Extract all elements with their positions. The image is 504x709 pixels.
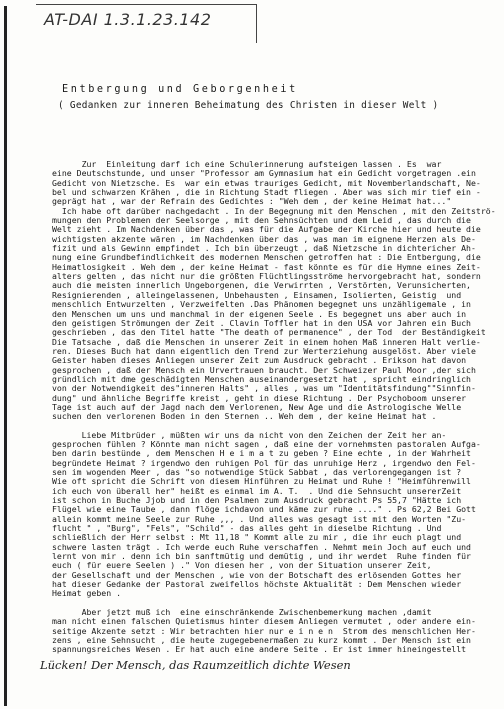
text-line: Ich habe oft darüber nachgedacht . In der Begegnung mit den Menschen , mit den Zeitströ- [52, 206, 496, 216]
text-line: allein kommt meine Seele zur Ruhe ,,, . Und alles was gesagt ist mit den Worten "Zu- [52, 514, 467, 524]
text-line: den geistigen Strömungen der Zeit . Clavin Toffler hat in den USA vor Jahren ein Buch [52, 318, 471, 328]
text-line: den Menschen um uns und manchmal in der eigenen Seele . Es begegnet uns aber auch in [52, 309, 467, 319]
text-line: flucht " , "Burg", "Fels", "Schild" - das alles geht in dieselbe Richtung . Und [52, 524, 442, 534]
text-line: eine Deutschstunde, und unser "Professor am Gymnasium hat ein Gedicht vorgetragen .ein [52, 169, 476, 179]
text-line: begründete Heimat ? irgendwo den ruhigen Pol für das unruhige Herz , irgendwo den Fel- [52, 458, 476, 468]
text-line: der Gesellschaft und der Menschen , wie von der Botschaft des erlösenden Gottes her [52, 570, 462, 580]
text-line: Heimatlosigkeit . Weh dem , der keine Heimat - fast könnte es für die Hymne eines Zeit- [52, 262, 481, 272]
text-line: auch die meisten innerlich Ungeborgenen, die Verwirrten , Verstörten, Verunsicherten, [52, 281, 471, 291]
paragraph-2 [52, 431, 498, 599]
text-line: schwere lasten trägt . Ich werde euch Ruhe verschaffen . Nehmt mein Joch auf euch und [52, 542, 471, 552]
text-line: geschrieben , das den Titel hatte "The death of permanence" , der Tod der Beständigkeit [52, 328, 486, 338]
text-line: bel und schwarzen Krähen , die in Richtung Stadt fliegen . Aber was sich mir tief ein - [52, 188, 481, 198]
text-line: alters gelten , das nicht nur die größten Flüchtlingsströme hervorgebracht hat, sondern [52, 272, 481, 282]
archive-stamp: AT-DAI 1.3.1.23.142 [44, 10, 212, 29]
text-line: ich euch von überall her" heißt es einmal im A. T. . Und die Sehnsucht unsererZeit [52, 486, 462, 496]
text-line: nung eine Grundbefindlichkeit des modernen Menschen getroffen hat : Die Entbergung, die [52, 253, 481, 263]
paragraph-1 [52, 160, 498, 422]
text-line: wichtigsten akzente wären , im Nachdenken über das , was man im eignene Herzen als De- [52, 234, 476, 244]
text-line: menschlich Entwurzelten , Verzweifelten .Das Phänomen begegnet uns unzähligemale , in [52, 300, 471, 310]
binder-edge [4, 6, 7, 706]
text-line: sen im wogenden Meer , das "so notwendige Stück Sabbat , das verlorengegangen ist ? [52, 468, 462, 477]
text-line: Wie oft spricht die Schrift von diesem Hinführen zu Heimat und Ruhe ! "Heimführenwill [52, 477, 471, 487]
text-line: suchen den verlorenen Boden in den Sternen .. Weh dem , der keine Heimat hat . [52, 412, 437, 422]
text-line: Resignierenden , alleingelassenen, Unbehausten , Einsamen, Isolierten, Geistig und [52, 290, 462, 300]
text-line: Die Tatsache , daß die Menschen in unserer Zeit in einem hohen Maß inneren Halt verlie- [52, 337, 481, 347]
text-line: Heimat geben . [52, 589, 122, 599]
text-line: Tage ist auch auf der Jagd nach dem Verlorenen, New Age und die Astrologische Welle [52, 402, 462, 412]
text-line: seitige Akzente setzt : Wir betrachten hier nur e i n e n Strom des menschlichen Her- [52, 626, 476, 636]
text-line: gesprochen , daß der Mensch ein Urvertrauen braucht. Der Schweizer Paul Moor ,der sich [52, 365, 476, 375]
text-line: Flügel wie eine Taube , dann flöge ichdavon und käme zur ruhe ...." . Ps 62,2 Bei Gott [52, 505, 476, 515]
text-line: man nicht einen falschen Quietismus hinter diesem Anliegen vermutet , oder andere ein- [52, 617, 476, 627]
text-line: fizit und als Gewinn empfindet . Ich bin überzeugt , daß Nietzsche in dichtericher Ah- [52, 244, 476, 254]
text-line: ist schon in Buche Jjob und in den Psalmen zum Ausdruck gebracht Ps 55,7 "Hätte ich [52, 496, 462, 506]
text-line: von der Notwendigkeit des"inneren Halts" , alles , was um "Identitätsfindung""Sinnfin- [52, 384, 476, 394]
text-line: lernt von mir . denn ich bin sanftmütig und demütig , und ihr werdet Ruhe finden für [52, 552, 471, 562]
text-line: Welt zieht . Im Nachdenken über das , was für die Aufgabe der Kirche hier und heute die [52, 225, 481, 235]
document-subtitle: ( Gedanken zur inneren Beheimatung des Christen in dieser Welt ) [58, 100, 439, 111]
text-line: ben darin bestünde , dem Menschen H e i m a t zu geben ? Eine echte , in der Wahrheit [52, 449, 471, 459]
text-line: gründlich mit dme geschädigten Menschen auseinandergesetzt hat , spricht eindringlich [52, 374, 471, 384]
paragraph-3 [52, 608, 498, 655]
text-line: mungen den Problemen der Seelsorge , mit den Sehnsüchten und dem Leid , das durch die [52, 216, 471, 226]
text-line: ren. Dieses Buch hat dann eigentlich den Trend zur Werterziehung ausgelöst. Aber viele [52, 346, 476, 356]
text-line: Gedicht von Nietzsche. Es war ein etwas trauriges Gedicht, mit Novemberlandschaft, Ne- [52, 178, 481, 188]
text-line: Geister haben dieses Anliegen unserer Zeit zum Ausdruck gebracht . Erikson hat davon [52, 356, 467, 366]
document-body [52, 160, 498, 655]
text-line: gesprochen fühlen ? Könnte man nicht sagen , daß eine der vornehmsten pastoralen Aufga- [52, 439, 481, 449]
document-title: Entbergung und Geborgenheit [62, 84, 298, 95]
text-line: dung" und ähnliche Begriffe kreist , geht in diese Richtung . Der Psychoboom unserer [52, 393, 467, 403]
text-line: schließlich der Herr selbst : Mt 11,18 " Kommt alle zu mir , die ihr euch plagt und [52, 533, 462, 543]
text-line: spannungsreiches Wesen . Er hat auch eine andere Seite . Er ist immer hineingestellt [52, 645, 467, 655]
handwritten-annotation: Lücken! Der Mensch, das Raumzeitlich dichte Wesen [40, 658, 351, 672]
text-line: geprägt hat , war der Refrain des Gedichtes : "Weh dem , der keine Heimat hat..." [52, 197, 452, 207]
text-line: euch ( für euere Seelen ) ." Von diesen her , von der Situation unserer Zeit, [52, 561, 432, 571]
text-line: hat dieser Gedanke der Pastoral zweifellos höchste Aktualität : Dem Menschen wieder [52, 580, 462, 590]
text-line: zens , eine Sehnsucht , die heute zugegebenermaßen zu kurz kommt . Der Mensch ist ein [52, 635, 471, 645]
text-line: Zur Einleitung darf ich eine Schulerinnerung aufsteigen lassen . Es war [52, 160, 442, 169]
text-line: Aber jetzt muß ich eine einschränkende Zwischenbemerkung machen ,damit [52, 607, 432, 617]
text-line: Liebe Mitbrüder , müßten wir uns da nicht von den Zeichen der Zeit her an- [52, 430, 447, 440]
